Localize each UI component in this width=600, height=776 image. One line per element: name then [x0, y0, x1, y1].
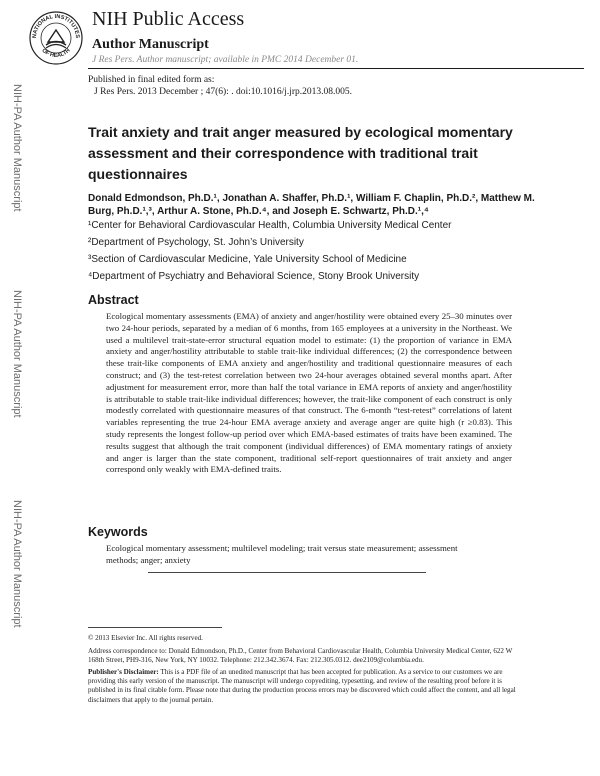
author-list: Donald Edmondson, Ph.D.¹, Jonathan A. Shaffer, Ph.D.¹, William F. Chaplin, Ph.D.², Matthew M. Burg, Ph.D.¹,³, Arthur A. Stone, Ph.D.⁴, and Joseph E. Schwartz, Ph.D.¹,⁴ — [88, 193, 535, 217]
nih-seal-logo — [28, 8, 84, 66]
logo-text-top: NATIONAL INSTITUTES — [31, 13, 81, 39]
article-title: Trait anxiety and trait anger measured by ecological momentary assessment and their correspondence with traditional trait questionnaires — [88, 124, 513, 182]
disclaimer-label: Publisher's Disclaimer: — [88, 668, 159, 676]
publisher-disclaimer — [88, 668, 518, 705]
affiliation-4: ⁴Department of Psychiatry and Behavioral Science, Stony Brook University — [88, 271, 420, 282]
abstract-heading: Abstract — [88, 293, 139, 307]
logo-text-bottom: OF HEALTH — [40, 47, 72, 59]
copyright-notice: © 2013 Elsevier Inc. All rights reserved. — [88, 634, 203, 642]
disclaimer-text: This is a PDF file of an unedited manuscript that has been accepted for publication. As a service to our customers we are providing this early version of the manuscript. The manuscript will undergo copyediting, typesetting, and review of the resulting proof before it is published in its final citable form. Please note that during the production process errors may be discovered which could affect the content, and all legal disclaimers that apply to the journal pertain. — [88, 668, 516, 704]
footnote-divider — [88, 627, 222, 628]
author-manuscript-label: Author Manuscript — [92, 37, 209, 52]
keywords-text: Ecological momentary assessment; multilevel modeling; trait versus state measurement; assessment methods; anger; anxiety — [106, 543, 458, 565]
publication-label: Published in final edited form as: — [88, 75, 215, 85]
correspondence-address: Address correspondence to: Donald Edmondson, Ph.D., Center from Behavioral Cardiovascular Health, Columbia University Medical Center, 622 W 168th Street, PH9-316, New York, NY 10032. Telephone: 212.342.3674. Fax: 212.305.0312. dee2109@columbia.edu. — [88, 647, 513, 665]
availability-note: J Res Pers. Author manuscript; available in PMC 2014 December 01. — [92, 55, 359, 65]
affiliation-1: ¹Center for Behavioral Cardiovascular Health, Columbia University Medical Center — [88, 220, 452, 231]
publication-citation: J Res Pers. 2013 December ; 47(6): . doi:10.1016/j.jrp.2013.08.005. — [94, 87, 353, 97]
header-divider — [88, 68, 584, 69]
keywords-heading: Keywords — [88, 525, 148, 539]
keywords-divider — [148, 572, 426, 573]
affiliation-3: ³Section of Cardiovascular Medicine, Yale University School of Medicine — [88, 254, 407, 265]
publication-info — [88, 74, 352, 98]
affiliation-2: ²Department of Psychology, St. John’s University — [88, 237, 304, 248]
svg-text:OF HEALTH — [40, 48, 71, 59]
sidebar-watermark-middle: NIH-PA Author Manuscript — [11, 290, 23, 418]
abstract-text: Ecological momentary assessments (EMA) of anxiety and anger/hostility were obtained every 25–30 minutes over two 24-hour periods, separated by a median of 6 months, from 165 employees at a university in the Northeast. We used a multilevel trait-state-error structural equation model to estimate: (1) the proportion of variance in EMA anxiety and anger/hostility attributable to stable trait-like individual differences; (2) the correspondence between these trait-like components of EMA anxiety and anger/hostility and traditional questionnaire measures of each construct; and (3) the test-retest correlation between two 24-hour averages obtained several months apart. After adjustment for measurement error, more than half the total variance in EMA reports of anxiety and anger/hostility is attributable to stable trait-like individual differences; however, the trait-like component of each construct is only modestly correlated with questionnaire measures of that construct. The 6-month “test-retest” correlations of latent variables representing the true 24-hour EMA average anxiety and average anger are quite high (r ≥0.83). This study represents the longest follow-up period over which EMA-based estimates of traits have been examined. The results suggest that although the trait component (individual differences) of EMA momentary ratings of anxiety and anger is larger than the state component, traditional self-report questionnaires of trait anxiety and anger correspond only weakly with EMA-defined traits. — [106, 311, 512, 475]
nih-public-access-title: NIH Public Access — [92, 8, 245, 30]
sidebar-watermark-bottom: NIH-PA Author Manuscript — [11, 500, 23, 628]
sidebar-watermark-top: NIH-PA Author Manuscript — [11, 84, 23, 212]
